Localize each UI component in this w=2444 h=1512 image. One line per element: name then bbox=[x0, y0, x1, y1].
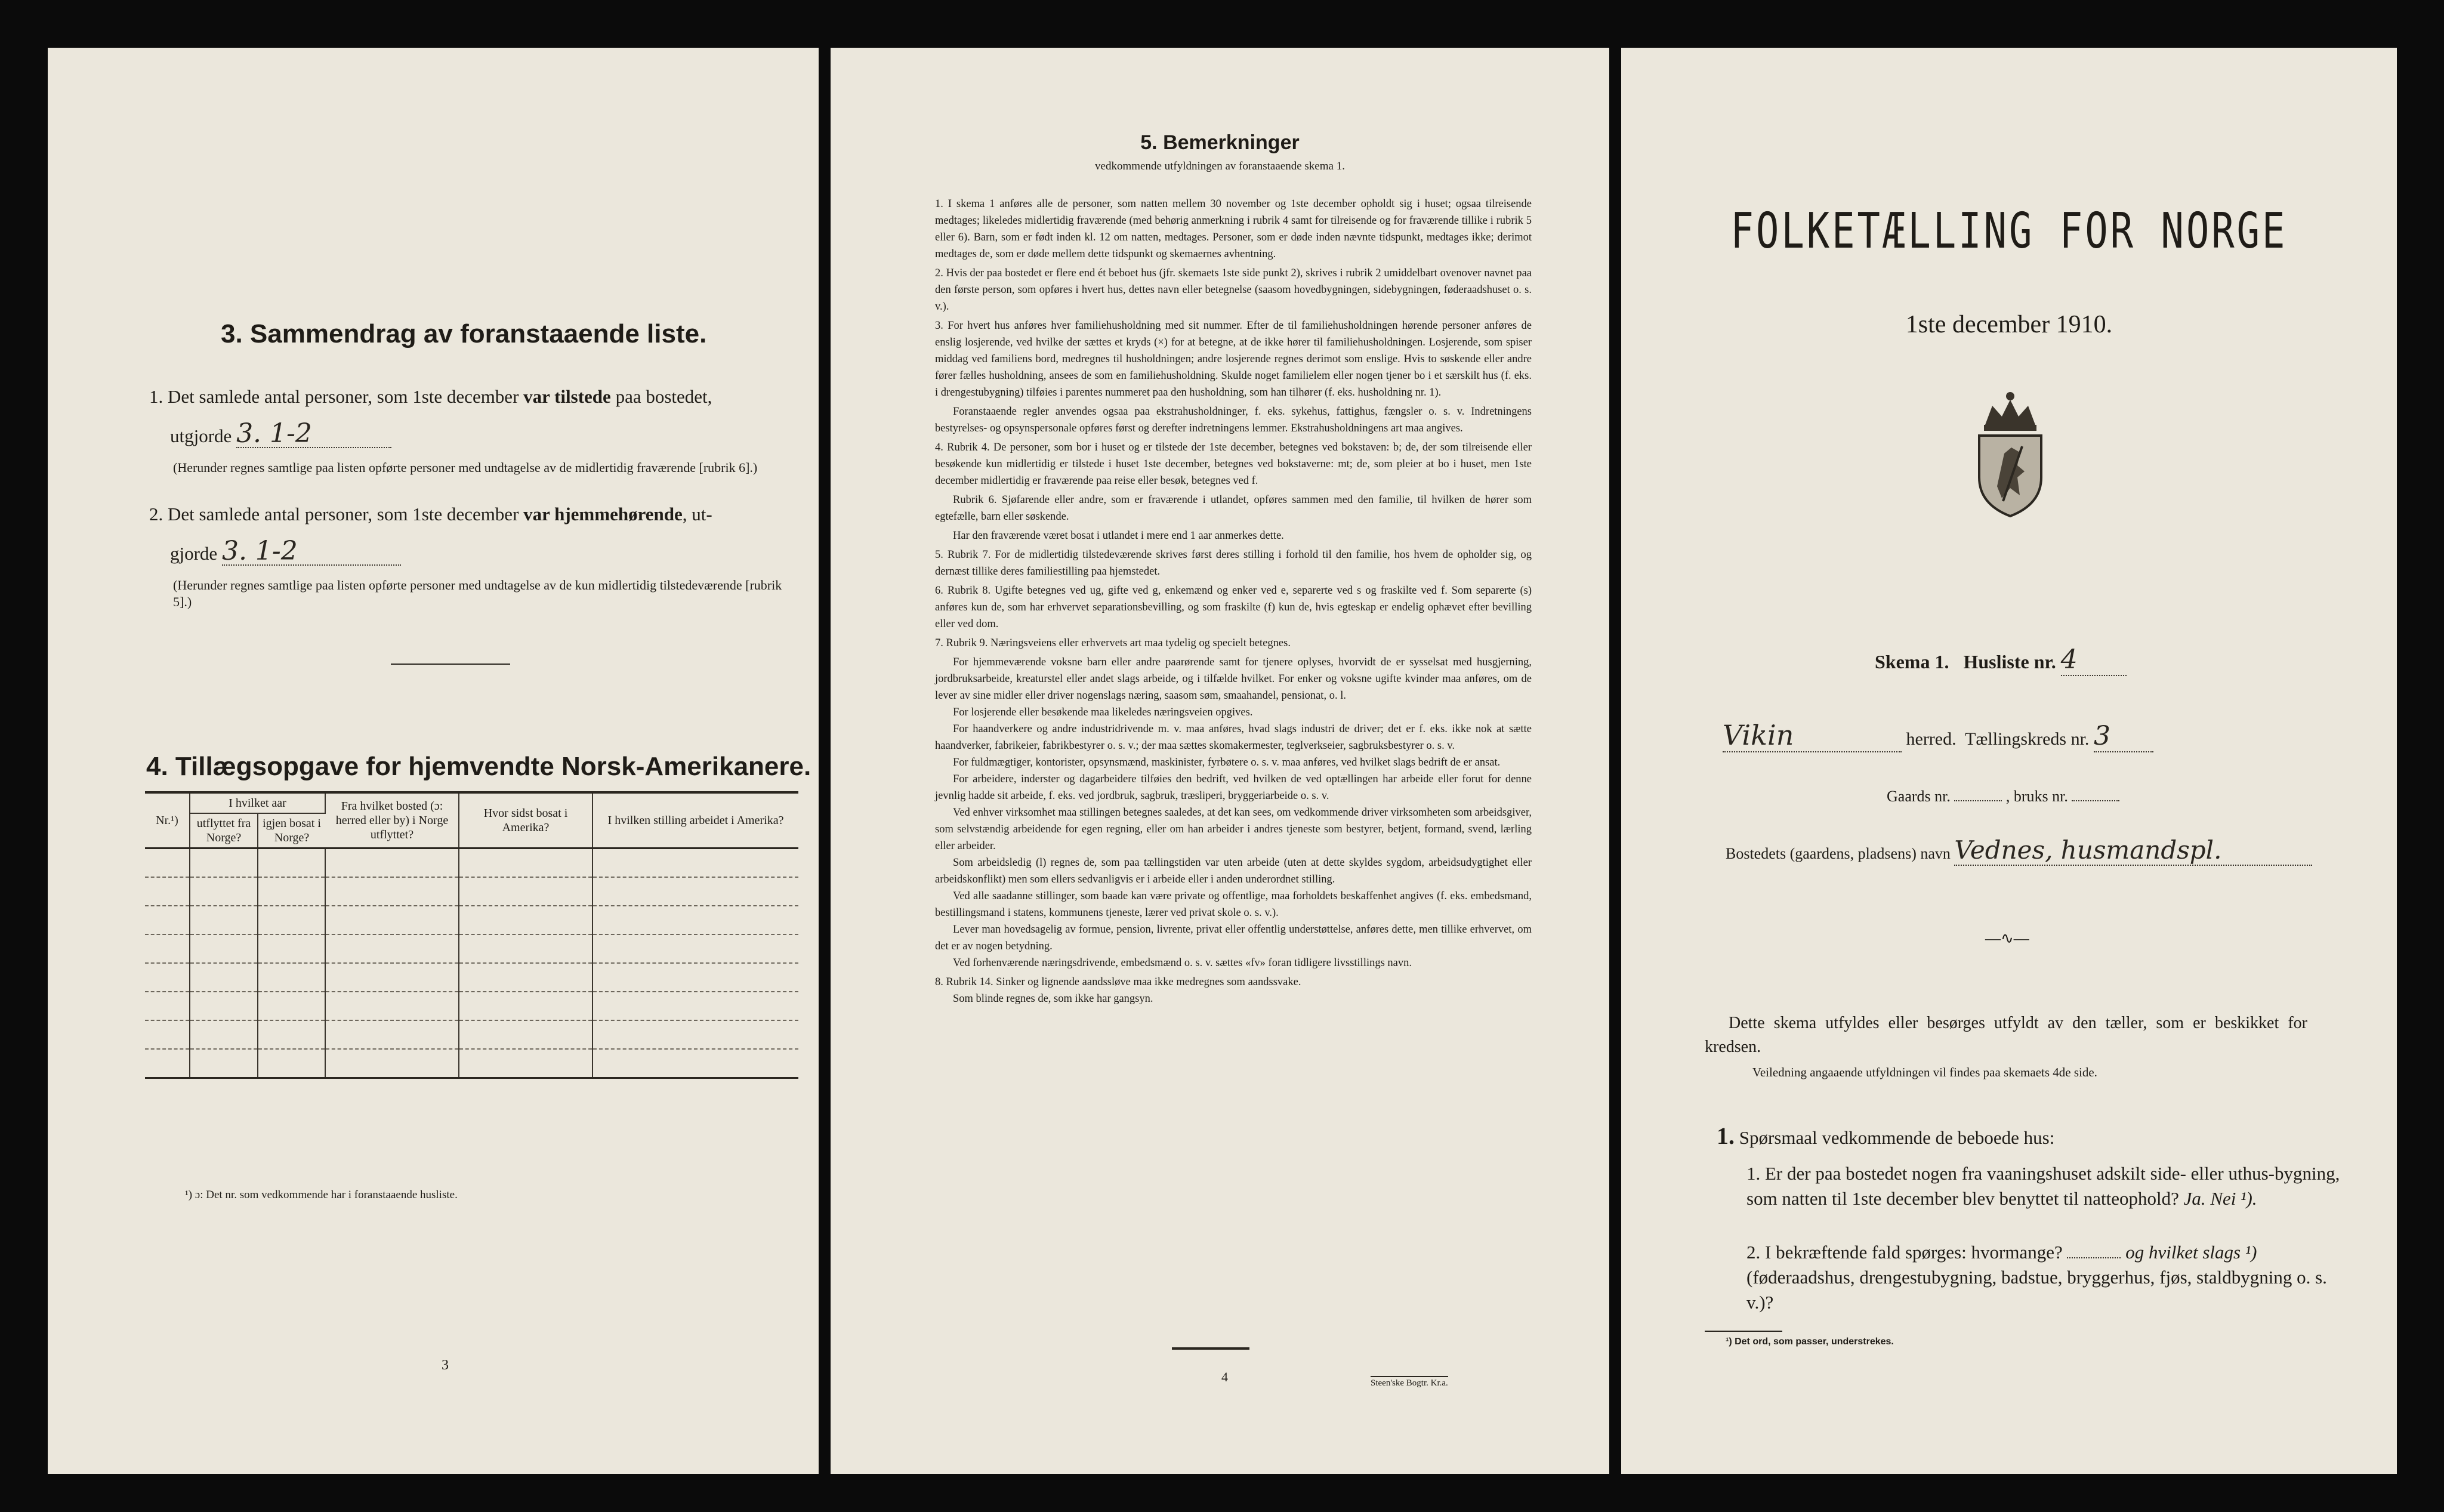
kreds-value: 3 bbox=[2094, 721, 2153, 752]
page-right bbox=[1621, 48, 2397, 1474]
item1-text: 1. Det samlede antal personer, som 1ste december bbox=[149, 386, 524, 407]
table-row bbox=[145, 1049, 798, 1078]
section-3-title: 3. Sammendrag av foranstaaende liste. bbox=[221, 319, 707, 348]
item2-gjorde bbox=[170, 538, 401, 567]
questions-heading bbox=[1717, 1122, 2054, 1150]
questions-number: 1. bbox=[1717, 1122, 1735, 1149]
husliste-value: 4 bbox=[2061, 644, 2127, 676]
intro-text: Dette skema utfyldes eller besørges utfyldt av den tæller, som er beskikket for kredsen. bbox=[1705, 1014, 2307, 1056]
remark-paragraph: 5. Rubrik 7. For de midlertidig tilstedeværende skrives først deres stilling i forhold til den familie, hos hvem de opholder sig, og dernæst tillike deres familiestilling paa hjemstedet. bbox=[935, 549, 1532, 578]
summary-item-1 bbox=[149, 384, 788, 410]
remark-paragraph: Foranstaaende regler anvendes ogsaa paa ekstrahusholdninger, f. eks. sykehus, fattighus, fængsler o. s. v. Indretningens bestyrelses- og opsynspersonale opføres først og derefter indretningens lemmer. Ekstrahusholdningens art maa angives. bbox=[935, 406, 1532, 434]
remarks-subtitle: vedkommende utfyldningen av foranstaaende skema 1. bbox=[1095, 160, 1345, 172]
item1-utgjorde bbox=[170, 418, 391, 449]
item2-bold: var hjemmehørende bbox=[523, 504, 683, 524]
item1-note: (Herunder regnes samtlige paa listen opførte personer med undtagelse av de midlertidig fraværende [rubrik 6].) bbox=[173, 460, 758, 475]
herred-label: herred. bbox=[1906, 729, 1957, 749]
page-number: 4 bbox=[1221, 1369, 1228, 1384]
page-left bbox=[48, 48, 819, 1474]
col-group-year: I hvilket aar bbox=[190, 794, 325, 813]
bosted-label: Bostedets (gaardens, pladsens) navn bbox=[1726, 845, 1951, 862]
divider bbox=[391, 664, 510, 665]
bosted-value: Vednes, husmandspl. bbox=[1954, 835, 2312, 866]
remarks-body bbox=[935, 196, 1532, 1010]
table-footnote: ¹) ɔ: Det nr. som vedkommende har i foranstaaende husliste. bbox=[185, 1189, 458, 1201]
herred-value: Vikin bbox=[1723, 719, 1902, 752]
remark-paragraph: Lever man hovedsagelig av formue, pension, livrente, privat eller offentlig understøttelse, anføres dette, men tillike erhvervet, om det er av nogen betydning. bbox=[935, 924, 1532, 952]
intro-note: Veiledning angaaende utfyldningen vil findes paa skemaets 4de side. bbox=[1752, 1065, 2097, 1079]
table-row bbox=[145, 963, 798, 992]
col-hvor: Hvor sidst bosat i Amerika? bbox=[459, 794, 593, 848]
remark-paragraph: For hjemmeværende voksne barn eller andre paarørende samt for tjenere oplyses, hvorvidt de er sysselsat med husgjerning, jordbruksarbeide, kreaturstel eller andet slags arbeide, og i tilfælde hvilket. For enker og voksne ugifte kvinder maa anføres, om de lever av sine midler eller driver nogenslags næring, saasom søm, smaahandel, pensionat, o. l. bbox=[935, 656, 1532, 702]
col-nr: Nr.¹) bbox=[145, 794, 190, 848]
remark-paragraph: 2. Hvis der paa bostedet er flere end ét beboet hus (jfr. skemaets 1ste side punkt 2), skrives i rubrik 2 umiddelbart ovenover navnet paa den første person, som opføres i hvert hus, dettes navn eller betegnelse (saasom hovedbygningen, sidebygningen, føderaadshuset o. s. v.). bbox=[935, 267, 1532, 313]
remark-paragraph: Har den fraværende været bosat i utlandet i mere end 1 aar anmerkes dette. bbox=[953, 530, 1284, 542]
remark-paragraph: Ved forhenværende næringsdrivende, embedsmænd o. s. v. sættes «fv» foran tidligere livsstillings navn. bbox=[953, 957, 1412, 969]
question-2 bbox=[1746, 1240, 2343, 1315]
remark-paragraph: For arbeidere, inderster og dagarbeidere tilføies den bedrift, ved hvilken de ved optællingen har arbeide eller forut for denne jevnlig hadde sit arbeide, f. eks. ved jordbruk, sagbruk, træsliperi, bryggeriarbeide o. s. v. bbox=[935, 773, 1532, 802]
item2-text: 2. Det samlede antal personer, som 1ste december bbox=[149, 504, 524, 524]
questions-title: Spørsmaal vedkommende de beboede hus: bbox=[1739, 1127, 2055, 1148]
remark-paragraph: 6. Rubrik 8. Ugifte betegnes ved ug, gifte ved g, enkemænd og enker ved e, separerte ved s og fraskilte ved f. Som separerte (s) anføres kun de, som har erhvervet separationsbevilling, og som fraskilte (f) kun de, hvis egteskap er endelig ophævet efter bevilling eller ved dom. bbox=[935, 585, 1532, 630]
col-fra: Fra hvilket bosted (ɔ: herred eller by) i Norge utflyttet? bbox=[325, 794, 459, 848]
summary-item-2 bbox=[149, 501, 788, 527]
item2-gjorde-label: gjorde bbox=[170, 543, 218, 564]
remark-paragraph: 8. Rubrik 14. Sinker og lignende aandssløve maa ikke medregnes som aandssvake. bbox=[935, 976, 1301, 988]
remark-paragraph: Som arbeidsledig (l) regnes de, som paa tællingstiden var uten arbeide (uten at dette skyldes sygdom, arbeidsudygtighet eller arbeidskonflikt) men som ellers sedvanligvis er i arbeide eller i anden underordnet stilling. bbox=[935, 857, 1532, 885]
remark-paragraph: 1. I skema 1 anføres alle de personer, som natten mellem 30 november og 1ste december opholdt sig i huset; ogsaa tilreisende medtages; likeledes midlertidig fraværende (med behørig anmerkning i rubrik 4 samt for tilreisende og for fraværende tillike i rubrik 5 eller 6). Barn, som er født inden kl. 12 om natten, medtages. Personer, som er døde inden nævnte tidspunkt, medtages ikke; derimot medtages de, som er døde mellem dette tidspunkt og skemaernes avhentning. bbox=[935, 198, 1532, 260]
question-2-text: 2. I bekræftende fald spørges: hvormange? bbox=[1746, 1242, 2063, 1263]
skema-line bbox=[1875, 644, 2127, 676]
question-2-examples: (føderaadshus, drengestubygning, badstue, bryggerhus, fjøs, staldbygning o. s. v.)? bbox=[1746, 1267, 2327, 1313]
question-1-answer: Ja. Nei ¹). bbox=[2183, 1188, 2257, 1209]
item1-handwritten-value: 3. 1-2 bbox=[236, 421, 391, 448]
norway-coat-of-arms-icon bbox=[1962, 382, 2058, 519]
remark-paragraph: For fuldmægtiger, kontorister, opsynsmænd, maskinister, fyrbøtere o. s. v. maa anføres, ved hvilket slags bedrift de er ansat. bbox=[953, 757, 1501, 769]
divider bbox=[1172, 1347, 1249, 1350]
gaards-field[interactable] bbox=[1954, 800, 2002, 801]
bruks-field[interactable] bbox=[2072, 800, 2119, 801]
remark-paragraph: For losjerende eller besøkende maa likeledes næringsveien opgives. bbox=[953, 706, 1253, 718]
remark-paragraph: 7. Rubrik 9. Næringsveiens eller erhvervets art maa tydelig og specielt betegnes. bbox=[935, 637, 1291, 649]
table-row bbox=[145, 906, 798, 934]
remark-paragraph: 3. For hvert hus anføres hver familiehusholdning med sit nummer. Efter de til familiehusholdningen hørende personer anføres de enslig losjerende, ved hvilke der sættes et kryds (×) for at betegne, at de ikke hører til familiehusholdningen. Losjerende, som spiser middag ved familiens bord, medregnes til husholdningen; andre losjerende regnes derimot som enslige. Hvis to søskende eller andre fører fælles husholdning, ansees de som en familiehusholdning. Skulde noget familielem eller nogen tjener bo i et særskilt hus (f. eks. i drengestubygning) tilføies i parentes nummeret paa den husholdning, som han tilhører (f. eks. husholdning nr. 1). bbox=[935, 320, 1532, 399]
remark-paragraph: 4. Rubrik 4. De personer, som bor i huset og er tilstede der 1ste december, betegnes ved bokstaven: b; de, der som tilreisende eller besøkende kun midlertidig er tilstede i huset 1ste december, betegnes ved bokstaverne: mt; de, som pleier at bo i huset, men 1ste december midlertidig er fraværende paa reise eller besøk, betegnes ved f. bbox=[935, 442, 1532, 487]
question-1-text: 1. Er der paa bostedet nogen fra vaaningshuset adskilt side- eller uthus-bygning, som natten til 1ste december blev benyttet til natteophold? bbox=[1746, 1163, 2340, 1209]
printer-imprint: Steen'ske Bogtr. Kr.a. bbox=[1371, 1376, 1448, 1388]
page-middle bbox=[831, 48, 1609, 1474]
question-2-field-count[interactable] bbox=[2067, 1257, 2121, 1258]
remarks-title: 5. Bemerkninger bbox=[1140, 131, 1300, 154]
item2-handwritten-value: 3. 1-2 bbox=[222, 538, 401, 566]
table-row bbox=[145, 848, 798, 878]
remark-paragraph: Ved alle saadanne stillinger, som baade kan være private og offentlige, maa forholdets beskaffenhet angives (f. eks. embedsmand, bestillingsmand i statens, kommunens tjeneste, lærer ved privat skole o. s. v.). bbox=[935, 890, 1532, 919]
col-igjen: igjen bosat i Norge? bbox=[258, 813, 325, 848]
gaards-line bbox=[1887, 788, 2119, 806]
item1-text-end: paa bostedet, bbox=[610, 386, 712, 407]
remark-paragraph: Ved enhver virksomhet maa stillingen betegnes saaledes, at det kan sees, om vedkommende driver virksomheten som arbeidsgiver, som selvstændig arbeidende for egen regning, eller om han arbeider i andres tjeneste som bestyrer, betjent, formand, svend, lærling eller arbeider. bbox=[935, 807, 1532, 852]
husliste-label: Husliste nr. bbox=[1963, 651, 2056, 672]
item1-bold: var tilstede bbox=[523, 386, 611, 407]
divider bbox=[1705, 1331, 1782, 1332]
census-title: FOLKETÆLLING FOR NORGE bbox=[1730, 203, 2288, 260]
item2-text-end: , ut- bbox=[682, 504, 712, 524]
page-number: 3 bbox=[442, 1357, 449, 1373]
remark-paragraph: Som blinde regnes de, som ikke har gangsyn. bbox=[953, 993, 1153, 1005]
question-2-kind: og hvilket slags ¹) bbox=[2125, 1242, 2257, 1263]
item2-note: (Herunder regnes samtlige paa listen opførte personer med undtagelse av de kun midlertidig tilstedeværende [rubrik 5].) bbox=[173, 578, 782, 609]
bosted-line bbox=[1726, 835, 2312, 866]
remark-paragraph: For haandverkere og andre industridrivende m. v. maa anføres, hvad slags industri de driver; det er f. eks. ikke nok at sætte haandverker, fabrikeier, fabrikbestyrer o. s. v.; der maa sættes skomakermester, teglverkseier, sagbruksbestyrer o. s. v. bbox=[935, 723, 1532, 752]
table-row bbox=[145, 934, 798, 963]
item1-utgjorde-label: utgjorde bbox=[170, 425, 232, 446]
census-date: 1ste december 1910. bbox=[1905, 311, 2113, 338]
table-row bbox=[145, 992, 798, 1020]
herred-line bbox=[1723, 719, 2153, 752]
question-1 bbox=[1746, 1161, 2343, 1211]
ornament-icon: ―∿― bbox=[1985, 930, 2029, 947]
page-footnote: ¹) Det ord, som passer, understrekes. bbox=[1726, 1337, 1894, 1347]
table-row bbox=[145, 877, 798, 906]
norsk-amerikanere-table bbox=[145, 794, 798, 1079]
remark-paragraph: Rubrik 6. Sjøfarende eller andre, som er fraværende i utlandet, opføres sammen med den familie, til hvilken de hører som egtefælle, barn eller søskende. bbox=[935, 494, 1532, 523]
section-4-title: 4. Tillægsopgave for hjemvendte Norsk-Amerikanere. bbox=[146, 752, 811, 781]
gaards-label: Gaards nr. bbox=[1887, 788, 1951, 805]
table-row bbox=[145, 1020, 798, 1049]
col-stilling: I hvilken stilling arbeidet i Amerika? bbox=[593, 794, 798, 848]
col-utflyttet: utflyttet fra Norge? bbox=[190, 813, 258, 848]
skema-label: Skema 1. bbox=[1875, 651, 1949, 672]
bruks-label: , bruks nr. bbox=[2005, 788, 2068, 805]
kreds-label: Tællingskreds nr. bbox=[1965, 729, 2090, 749]
